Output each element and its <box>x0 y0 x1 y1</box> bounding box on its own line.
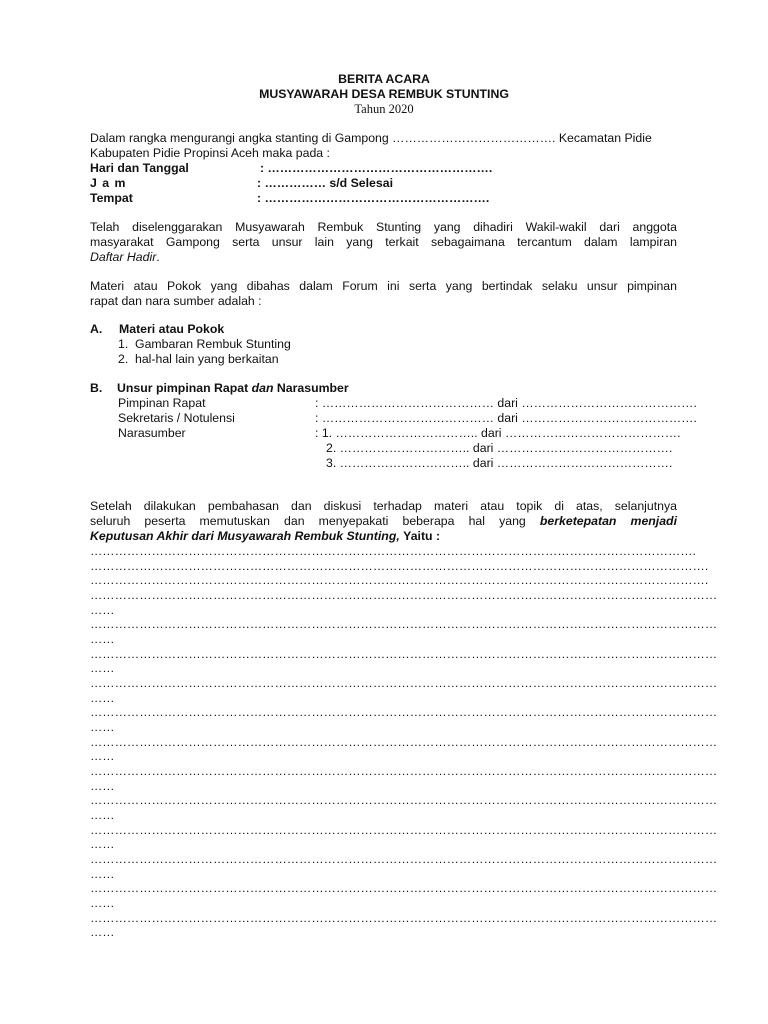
dotted-line: …… <box>90 896 115 910</box>
section-a-num-2: 2. <box>118 352 129 366</box>
keputusan-akhir-text: Keputusan Akhir dari Musyawarah Rembuk Stunting, <box>90 529 400 543</box>
dotted-line: ……………………………………………………………………………………………………………………………………… <box>90 676 718 690</box>
intro-line-1 <box>90 131 677 146</box>
dotted-line: …… <box>90 925 115 939</box>
field-label-tempat: Tempat <box>90 191 133 205</box>
conclusion-line-2-text: seluruh peserta memutuskan dan menyepakati beberapa hal yang <box>90 514 526 528</box>
dotted-line: ……………………………………………………………………………………………………………………………………… <box>90 764 718 778</box>
dotted-line: ……………………………………………………………………………………………………………………………………… <box>90 911 718 925</box>
conclusion-line-2 <box>90 514 677 529</box>
dotted-line: ……………………………………………………………………………………………………………………………………… <box>90 588 718 602</box>
dotted-line: ……………………………………………………………………………………………………………………………………… <box>90 852 718 866</box>
para2-line-2: rapat dan nara sumber adalah : <box>90 294 262 308</box>
section-a-letter: A. <box>90 322 103 336</box>
section-b-title <box>117 381 349 396</box>
field-label-jam: J a m <box>90 176 127 190</box>
intro-text: Dalam rangka mengurangi angka stanting di Gampong <box>90 131 389 145</box>
section-b-letter: B. <box>90 381 103 395</box>
para1-line-2: masyarakat Gampong serta unsur lain yang terkait sebagaimana tercantum dalam lampiran <box>90 235 677 249</box>
label-sekretaris: Sekretaris / Notulensi <box>118 411 235 425</box>
conclusion-line-2-emphasis: berketepatan menjadi <box>539 514 677 528</box>
dotted-line: …… <box>90 749 115 763</box>
dotted-line: ……………………………………………………………………………………………………………………………………… <box>90 647 718 661</box>
dotted-line: ……………………………………………………………………………………………………………………………………… <box>90 735 718 749</box>
intro-kecamatan: Kecamatan Pidie <box>558 131 652 145</box>
field-label-hari: Hari dan Tanggal <box>90 161 189 175</box>
value-pimpinan-rapat: : …………………………………… dari ……………………………………. <box>315 396 697 410</box>
section-a-num-1: 1. <box>118 337 129 351</box>
section-a-item-2: hal-hal lain yang berkaitan <box>135 352 279 366</box>
label-pimpinan-rapat: Pimpinan Rapat <box>118 396 206 410</box>
title-musyawarah: MUSYAWARAH DESA REMBUK STUNTING <box>259 87 509 101</box>
section-b-title-part1: Unsur pimpinan Rapat <box>117 381 249 395</box>
dotted-line: …… <box>90 867 115 881</box>
title-berita-acara: BERITA ACARA <box>338 72 430 86</box>
conclusion-line-3 <box>90 529 440 544</box>
dotted-line: ……………………………………………………………………………………………………………………………………. <box>90 559 709 573</box>
field-value-tempat: : ………………………………………………. <box>257 191 490 205</box>
dotted-line: …… <box>90 661 115 675</box>
dotted-line: ……………………………………………………………………………………………………………………………………… <box>90 617 718 631</box>
section-a-title: Materi atau Pokok <box>119 322 225 336</box>
field-value-hari: : ………………………………………………. <box>260 161 493 175</box>
title-year: Tahun 2020 <box>354 102 414 116</box>
intro-line-2: Kabupaten Pidie Propinsi Aceh maka pada : <box>90 146 330 160</box>
dotted-line: ……………………………………………………………………………………………………………………………………… <box>90 793 718 807</box>
para1-line-1: Telah diselenggarakan Musyawarah Rembuk Stunting yang dihadiri Wakil-wakil dari anggota <box>90 220 677 234</box>
dotted-line: ……………………………………………………………………………………………………………………………………… <box>90 705 718 719</box>
dotted-line: …… <box>90 603 115 617</box>
label-narasumber: Narasumber <box>118 426 186 440</box>
dotted-line: ……………………………………………………………………………………………………………………………………… <box>90 881 718 895</box>
dotted-line: …… <box>90 691 115 705</box>
gampong-blank: …………………………………. <box>392 131 556 145</box>
para2-line-1: Materi atau Pokok yang dibahas dalam Forum ini serta yang bertindak selaku unsur pimpinan <box>90 279 677 293</box>
value-narasumber-2: 2. ………………………….. dari ……………………………………. <box>326 441 673 455</box>
yaitu-text: Yaitu : <box>403 529 441 543</box>
dotted-line: …………………………………………………………………………………………………………………………………. <box>90 544 696 558</box>
para1-line-3 <box>90 250 160 265</box>
dotted-line: …… <box>90 779 115 793</box>
section-b-title-dan: dan <box>251 381 274 395</box>
dotted-line: …… <box>90 837 115 851</box>
field-value-jam: : …………… s/d Selesai <box>257 176 393 190</box>
daftar-hadir-text: Daftar Hadir <box>90 250 157 264</box>
value-narasumber-1: : 1. …………………………….. dari ……………………………………. <box>315 426 681 440</box>
dotted-line: …… <box>90 720 115 734</box>
para1-period: . <box>156 250 160 264</box>
section-b-title-part2: Narasumber <box>276 381 349 395</box>
section-a-item-1: Gambaran Rembuk Stunting <box>135 337 291 351</box>
value-narasumber-3: 3. ………………………….. dari ……………………………………. <box>326 456 673 470</box>
dotted-line: ……………………………………………………………………………………………………………………………………. <box>90 573 709 587</box>
dotted-line: …… <box>90 808 115 822</box>
conclusion-line-1: Setelah dilakukan pembahasan dan diskusi terhadap materi atau topik di atas, selanjutnya <box>90 499 677 513</box>
dotted-line: ……………………………………………………………………………………………………………………………………… <box>90 823 718 837</box>
value-sekretaris: : …………………………………… dari ……………………………………. <box>315 411 697 425</box>
dotted-line: …… <box>90 632 115 646</box>
